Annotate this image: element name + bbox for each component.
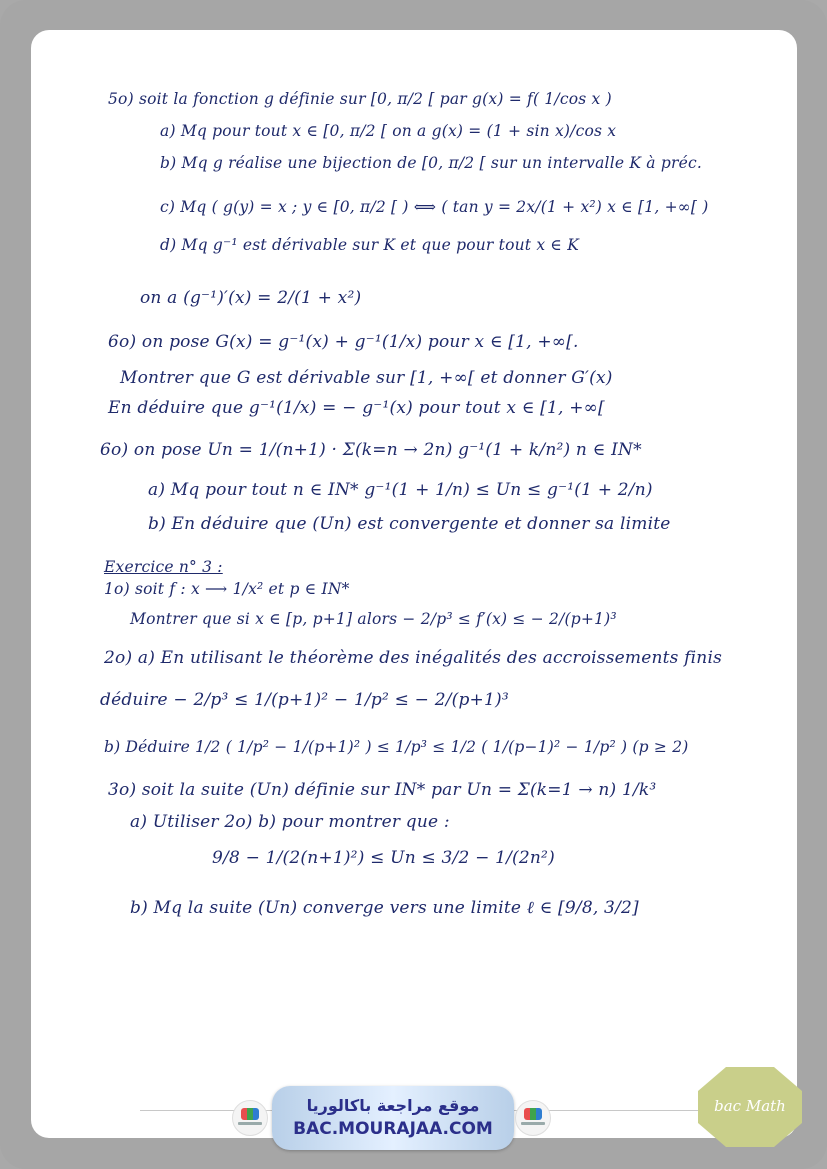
line-5b: b) Mq g réalise une bijection de [0, π/2 [ sur un intervalle K à préc.: [160, 154, 702, 172]
site-banner[interactable]: [272, 1086, 514, 1150]
exercise-3-heading: Exercice n° 3 :: [104, 558, 223, 576]
line-5a: a) Mq pour tout x ∈ [0, π/2 [ on a g(x) = (1 + sin x)/cos x: [160, 122, 617, 140]
line-6-define-G: 6o) on pose G(x) = g⁻¹(x) + g⁻¹(1/x) pour x ∈ [1, +∞[.: [108, 332, 579, 352]
left-logo-icon: [232, 1100, 268, 1136]
line-show-G-derivable: Montrer que G est dérivable sur [1, +∞[ et donner G′(x): [120, 368, 613, 388]
line-5d: d) Mq g⁻¹ est dérivable sur K et que pour tout x ∈ K: [160, 236, 580, 254]
line-5-function-g: 5o) soit la fonction g définie sur [0, π/2 [ par g(x) = f( 1/cos x ): [108, 90, 612, 108]
badge-label: bac Math: [714, 1097, 786, 1115]
banner-arabic-title: موقع مراجعة باكالوريا: [306, 1096, 480, 1115]
banner-url[interactable]: BAC.MOURAJAA.COM: [293, 1119, 493, 1139]
line-ex3-2b: b) Déduire 1/2 ( 1/p² − 1/(p+1)² ) ≤ 1/p³ ≤ 1/2 ( 1/(p−1)² − 1/p² ) (p ≥ 2): [104, 738, 689, 756]
line-deduce-inverse: En déduire que g⁻¹(1/x) = − g⁻¹(x) pour tout x ∈ [1, +∞[: [108, 398, 605, 418]
line-derivative-formula: on a (g⁻¹)′(x) = 2/(1 + x²): [140, 288, 362, 308]
line-ex3-2a-deduce: déduire − 2/p³ ≤ 1/(p+1)² − 1/p² ≤ − 2/(p+1)³: [100, 690, 509, 710]
line-ex3-3: 3o) soit la suite (Un) définie sur IN* par Un = Σ(k=1 → n) 1/k³: [108, 780, 657, 800]
line-ex3-1-show: Montrer que si x ∈ [p, p+1] alors − 2/p³ ≤ f′(x) ≤ − 2/(p+1)³: [130, 610, 617, 628]
line-ex3-3a: a) Utiliser 2o) b) pour montrer que :: [130, 812, 450, 832]
line-ex3-3b: b) Mq la suite (Un) converge vers une limite ℓ ∈ [9/8, 3/2]: [130, 898, 639, 918]
line-6a-bounds: a) Mq pour tout n ∈ IN* g⁻¹(1 + 1/n) ≤ Un ≤ g⁻¹(1 + 2/n): [148, 480, 653, 500]
line-5c: c) Mq ( g(y) = x ; y ∈ [0, π/2 [ ) ⟺ ( tan y = 2x/(1 + x²) x ∈ [1, +∞[ ): [160, 198, 709, 216]
right-logo-icon: [515, 1100, 551, 1136]
line-6b-limit: b) En déduire que (Un) est convergente et donner sa limite: [148, 514, 671, 534]
line-ex3-3a-ineq: 9/8 − 1/(2(n+1)²) ≤ Un ≤ 3/2 − 1/(2n²): [212, 848, 555, 868]
line-ex3-1: 1o) soit f : x ⟶ 1/x² et p ∈ IN*: [104, 580, 350, 598]
line-ex3-2a: 2o) a) En utilisant le théorème des inégalités des accroissements finis: [104, 648, 723, 668]
bac-math-badge: [698, 1067, 802, 1147]
line-6-define-Un: 6o) on pose Un = 1/(n+1) · Σ(k=n → 2n) g⁻¹(1 + k/n²) n ∈ IN*: [100, 440, 642, 460]
